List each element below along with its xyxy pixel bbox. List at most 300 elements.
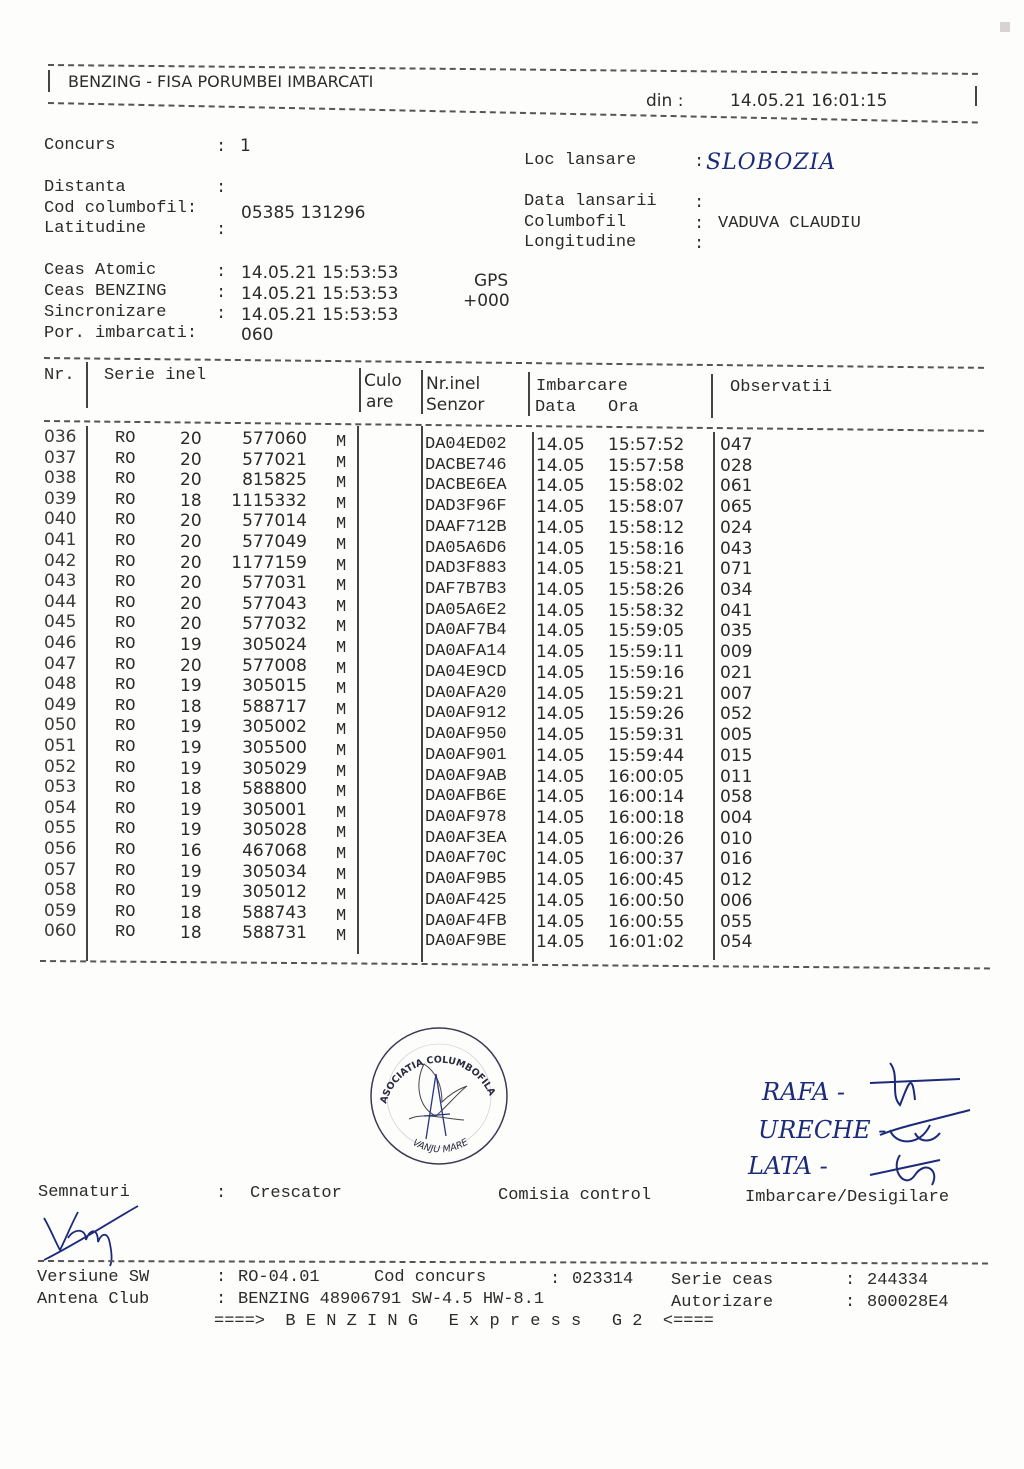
row-date: 14.05 [536, 497, 585, 518]
col-divider [421, 426, 423, 962]
row-sensor-ring: DA0AF4FB [425, 911, 507, 931]
svg-text:ASOCIATIA COLUMBOFILA DROBETA- [364, 1024, 499, 1105]
row-nr: 037 [44, 447, 77, 468]
row-country: RO [115, 902, 136, 922]
row-country: RO [115, 635, 136, 654]
row-time: 15:57:52 [608, 435, 685, 455]
colon: : [550, 1270, 561, 1289]
row-sex: M [336, 803, 347, 823]
row-country: RO [115, 758, 136, 778]
row-year: 18 [180, 923, 202, 944]
row-year: 19 [180, 758, 202, 779]
row-country: RO [115, 799, 136, 819]
row-date: 14.05 [536, 807, 585, 828]
row-observation: 047 [720, 435, 753, 455]
row-date: 14.05 [536, 435, 585, 455]
row-nr: 049 [44, 694, 77, 715]
row-sensor-ring: DA0AF978 [425, 807, 507, 827]
colon: : [216, 305, 227, 324]
row-ring-number: 588800 [242, 779, 307, 800]
antena-club-value: BENZING 48906791 SW-4.5 HW-8.1 [238, 1290, 545, 1309]
row-time: 15:59:44 [608, 745, 685, 766]
row-sensor-ring: DAD3F96F [425, 497, 507, 517]
row-nr: 054 [44, 797, 77, 818]
row-time: 15:59:21 [608, 683, 685, 704]
row-sensor-ring: DACBE746 [425, 455, 507, 475]
row-sex: M [336, 515, 347, 535]
row-date: 14.05 [536, 683, 585, 704]
header-senzor: Senzor [426, 395, 485, 415]
header-data: Data [535, 398, 576, 417]
row-observation: 015 [720, 745, 753, 766]
sincronizare-value: 14.05.21 15:53:53 [241, 305, 399, 325]
row-ring-number: 305028 [242, 820, 307, 841]
row-nr: 045 [44, 612, 77, 633]
row-sex: M [336, 474, 347, 494]
benzing-express-banner: ====> B E N Z I N G E x p r e s s G 2 <==== [214, 1312, 714, 1331]
row-country: RO [115, 779, 136, 799]
breeder-signature [38, 1198, 148, 1268]
antena-club-label: Antena Club [37, 1290, 150, 1309]
row-ring-number: 577032 [242, 614, 307, 635]
row-country: RO [115, 490, 136, 510]
row-ring-number: 1177159 [231, 552, 307, 573]
row-ring-number: 1115332 [231, 490, 307, 511]
row-nr: 036 [44, 427, 77, 447]
crescator-label: Crescator [250, 1184, 342, 1203]
row-sex: M [336, 659, 347, 679]
colon: : [216, 284, 227, 303]
din-label: din : [646, 91, 684, 111]
row-sex: M [336, 453, 347, 473]
row-sex: M [336, 742, 347, 761]
row-observation: 010 [720, 828, 753, 849]
row-observation: 016 [720, 849, 753, 870]
row-ring-number: 467068 [242, 841, 307, 861]
commission-member-1: RAFA - [762, 1078, 846, 1106]
col-divider [357, 426, 359, 954]
row-ring-number: 588731 [242, 923, 307, 944]
row-ring-number: 588717 [242, 696, 307, 717]
row-nr: 057 [44, 859, 77, 880]
row-observation: 007 [720, 683, 753, 704]
header-ora: Ora [608, 398, 639, 417]
row-country: RO [115, 593, 136, 613]
row-sensor-ring: DA0AFA20 [425, 683, 507, 703]
row-date: 14.05 [536, 476, 585, 497]
row-year: 19 [180, 717, 202, 738]
colon: : [216, 179, 227, 198]
colon: : [216, 221, 227, 240]
row-ring-number: 588743 [242, 902, 307, 923]
row-sex: M [336, 433, 347, 452]
row-observation: 011 [720, 766, 753, 787]
col-divider [528, 372, 530, 416]
col-divider [713, 432, 715, 960]
row-ring-number: 305015 [242, 676, 307, 697]
cod-columbofil-label: Cod columbofil: [44, 199, 198, 218]
row-time: 15:59:31 [608, 725, 685, 746]
colon: : [845, 1293, 856, 1312]
ceas-benzing-label: Ceas BENZING [44, 282, 167, 301]
row-nr: 044 [44, 591, 77, 612]
colon: : [216, 138, 227, 157]
row-sensor-ring: DA05A6D6 [425, 538, 507, 558]
row-time: 15:58:16 [608, 538, 685, 559]
row-sex: M [336, 597, 347, 617]
row-sex: M [336, 494, 347, 514]
header-serie-inel: Serie inel [104, 366, 207, 385]
gps-label: GPS [474, 271, 509, 291]
row-sex: M [336, 639, 347, 658]
row-date: 14.05 [536, 559, 585, 580]
row-observation: 006 [720, 890, 753, 911]
row-time: 16:00:50 [608, 890, 685, 911]
columbofil-label: Columbofil [524, 213, 627, 232]
row-sex: M [336, 845, 347, 864]
row-sex: M [336, 927, 347, 947]
row-observation: 024 [720, 517, 753, 538]
row-time: 16:00:14 [608, 787, 685, 808]
row-time: 15:59:05 [608, 621, 685, 642]
row-sensor-ring: DA0AF901 [425, 745, 507, 765]
scan-artifact [1000, 22, 1010, 32]
row-sex: M [336, 680, 347, 700]
row-ring-number: 305001 [242, 799, 307, 820]
row-ring-number: 305002 [242, 717, 307, 738]
header-imbarcare: Imbarcare [536, 377, 628, 396]
row-country: RO [115, 820, 136, 840]
autorizare-label: Autorizare [671, 1293, 774, 1312]
row-year: 19 [180, 799, 202, 820]
row-date: 14.05 [536, 870, 585, 891]
row-observation: 004 [720, 807, 753, 828]
row-sensor-ring: DA0AF912 [425, 704, 507, 724]
distanta-label: Distanta [44, 178, 126, 197]
serie-ceas-label: Serie ceas [671, 1271, 774, 1290]
row-ring-number: 305024 [242, 635, 307, 655]
row-time: 15:59:11 [608, 642, 685, 663]
table-bottom-border [40, 960, 990, 969]
row-date: 14.05 [536, 911, 585, 932]
row-country: RO [115, 882, 136, 902]
row-year: 18 [180, 696, 202, 717]
row-ring-number: 577021 [242, 449, 307, 470]
row-observation: 005 [720, 725, 753, 746]
imbarcare-desigilare-label: Imbarcare/Desigilare [745, 1188, 950, 1207]
row-observation: 021 [720, 662, 753, 683]
row-ring-number: 577049 [242, 532, 307, 552]
row-time: 16:00:26 [608, 828, 685, 849]
colon: : [694, 153, 705, 172]
page-title: BENZING - FISA PORUMBEI IMBARCATI [68, 72, 374, 91]
row-date: 14.05 [536, 642, 585, 663]
row-time: 15:58:07 [608, 497, 685, 518]
row-year: 16 [180, 841, 202, 861]
stamp-bottom-text: VANJU MARE [410, 1136, 471, 1156]
row-country: RO [115, 449, 136, 469]
row-year: 20 [180, 573, 202, 594]
header-culoare: Culo [364, 371, 402, 391]
por-imbarcati-label: Por. imbarcati: [44, 324, 198, 343]
row-sex: M [336, 886, 347, 906]
loc-lansare-handwritten: SLOBOZIA [706, 150, 837, 175]
row-nr: 053 [44, 777, 77, 798]
autorizare-value: 800028E4 [867, 1293, 949, 1312]
commission-member-2: URECHE - [758, 1116, 887, 1144]
row-date: 14.05 [536, 662, 585, 683]
row-year: 20 [180, 552, 202, 573]
row-sex: M [336, 536, 347, 555]
row-observation: 052 [720, 704, 753, 725]
row-year: 19 [180, 820, 202, 841]
row-sensor-ring: DA0AF950 [425, 725, 507, 745]
row-country: RO [115, 676, 136, 696]
row-observation: 054 [720, 932, 753, 953]
cod-concurs-label: Cod concurs [374, 1268, 487, 1287]
row-date: 14.05 [536, 725, 585, 746]
row-nr: 052 [44, 756, 77, 777]
row-time: 16:00:05 [608, 766, 685, 787]
row-country: RO [115, 923, 136, 943]
row-country: RO [115, 429, 136, 448]
row-year: 18 [180, 779, 202, 800]
row-sensor-ring: DA0AFA14 [425, 642, 507, 662]
row-sensor-ring: DAF7B7B3 [425, 580, 507, 600]
row-country: RO [115, 696, 136, 716]
colon: : [694, 235, 705, 254]
row-nr: 040 [44, 509, 77, 530]
row-year: 20 [180, 511, 202, 532]
row-date: 14.05 [536, 455, 585, 476]
row-year: 18 [180, 902, 202, 923]
row-sensor-ring: DA0AFB6E [425, 787, 507, 807]
row-year: 19 [180, 635, 202, 655]
colon: : [216, 1268, 227, 1287]
row-year: 19 [180, 676, 202, 697]
row-sensor-ring: DA0AF9BE [425, 932, 507, 952]
row-sex: M [336, 618, 347, 638]
header-observatii: Observatii [730, 378, 833, 397]
header-nr: Nr. [44, 366, 75, 385]
row-ring-number: 577008 [242, 655, 307, 676]
row-sensor-ring: DA0AF425 [425, 890, 507, 910]
row-year: 20 [180, 449, 202, 470]
row-sex: M [336, 824, 347, 844]
row-sensor-ring: DA0AF3EA [425, 828, 507, 848]
row-year: 20 [180, 429, 202, 449]
row-date: 14.05 [536, 932, 585, 953]
row-nr: 042 [44, 550, 77, 571]
row-date: 14.05 [536, 538, 585, 559]
row-sensor-ring: DA0AF9AB [425, 766, 507, 786]
cod-columbofil-value: 05385 131296 [241, 203, 366, 223]
row-ring-number: 577060 [242, 429, 307, 449]
row-nr: 038 [44, 468, 77, 489]
colon: : [216, 1290, 227, 1309]
col-divider [86, 362, 88, 408]
row-date: 14.05 [536, 766, 585, 787]
row-time: 16:00:55 [608, 911, 685, 932]
row-ring-number: 815825 [242, 470, 307, 491]
semnaturi-label: Semnaturi [38, 1183, 130, 1202]
svg-text:VANJU MARE [411, 1137, 471, 1156]
signatures-divider [38, 1260, 988, 1264]
row-date: 14.05 [536, 787, 585, 808]
header-culoare-2: are [366, 392, 394, 412]
row-year: 20 [180, 532, 202, 552]
row-year: 20 [180, 655, 202, 676]
row-observation: 058 [720, 787, 753, 808]
row-country: RO [115, 861, 136, 881]
row-sex: M [336, 783, 347, 803]
row-sensor-ring: DA0AF70C [425, 849, 507, 869]
row-year: 18 [180, 490, 202, 511]
stamp-top-text: ASOCIATIA COLUMBOFILA [378, 1054, 498, 1105]
row-time: 15:59:16 [608, 662, 685, 683]
latitudine-label: Latitudine [44, 219, 147, 238]
row-country: RO [115, 532, 136, 551]
col-divider [359, 368, 361, 412]
row-time: 16:01:02 [608, 932, 685, 953]
row-country: RO [115, 552, 136, 572]
commission-member-3: LATA - [748, 1152, 828, 1180]
data-lansarii-label: Data lansarii [524, 192, 657, 211]
din-value: 14.05.21 16:01:15 [730, 91, 888, 111]
colon: : [216, 1184, 227, 1203]
row-country: RO [115, 655, 136, 675]
row-year: 20 [180, 593, 202, 614]
club-stamp [364, 1024, 514, 1169]
row-sex: M [336, 906, 347, 926]
colon: : [694, 215, 705, 234]
row-date: 14.05 [536, 849, 585, 870]
row-country: RO [115, 470, 136, 490]
row-observation: 061 [720, 476, 753, 497]
por-imbarcati-value: 060 [241, 325, 274, 345]
row-date: 14.05 [536, 704, 585, 725]
row-ring-number: 305029 [242, 758, 307, 779]
row-date: 14.05 [536, 600, 585, 621]
row-nr: 041 [44, 530, 77, 550]
row-sex: M [336, 556, 347, 576]
row-time: 16:00:18 [608, 807, 685, 828]
row-time: 15:58:02 [608, 476, 685, 497]
stamp-graphic [364, 1024, 514, 1169]
row-time: 15:58:12 [608, 517, 685, 538]
row-year: 20 [180, 470, 202, 491]
col-divider [532, 432, 534, 962]
row-sensor-ring: DA04ED02 [425, 435, 507, 454]
comisia-control-label: Comisia control [498, 1186, 652, 1205]
row-sex: M [336, 865, 347, 885]
row-sensor-ring: DA0AF9B5 [425, 870, 507, 890]
row-nr: 047 [44, 653, 77, 674]
row-ring-number: 305034 [242, 861, 307, 882]
row-ring-number: 305500 [242, 738, 307, 758]
row-nr: 059 [44, 900, 77, 921]
row-time: 16:00:37 [608, 849, 685, 870]
row-observation: 055 [720, 911, 753, 932]
row-country: RO [115, 841, 136, 860]
row-country: RO [115, 614, 136, 634]
row-sex: M [336, 721, 347, 741]
row-nr: 046 [44, 633, 77, 653]
row-date: 14.05 [536, 580, 585, 601]
row-nr: 050 [44, 715, 77, 736]
header-nr-inel: Nr.inel [426, 374, 481, 394]
colon: : [694, 194, 705, 213]
row-observation: 065 [720, 497, 753, 518]
row-observation: 028 [720, 455, 753, 476]
row-time: 15:58:32 [608, 600, 685, 621]
row-sex: M [336, 700, 347, 720]
row-country: RO [115, 511, 136, 531]
row-date: 14.05 [536, 745, 585, 766]
row-nr: 056 [44, 839, 77, 859]
col-divider [86, 426, 88, 961]
versiune-sw-label: Versiune SW [37, 1268, 150, 1287]
longitudine-label: Longitudine [524, 233, 637, 252]
loc-lansare-label: Loc lansare [524, 151, 637, 170]
row-date: 14.05 [536, 621, 585, 642]
col-divider [421, 370, 423, 414]
serie-ceas-value: 244334 [867, 1271, 929, 1290]
row-country: RO [115, 717, 136, 737]
row-ring-number: 577014 [242, 511, 307, 532]
row-sensor-ring: DACBE6EA [425, 476, 507, 496]
row-nr: 058 [44, 880, 77, 901]
header-left-border [48, 70, 50, 92]
sincronizare-label: Sincronizare [44, 303, 167, 322]
row-observation: 041 [720, 600, 753, 621]
ceas-atomic-value: 14.05.21 15:53:53 [241, 263, 399, 283]
row-sensor-ring: DA05A6E2 [425, 600, 507, 620]
row-observation: 043 [720, 538, 753, 559]
header-right-border [975, 86, 977, 106]
row-nr: 043 [44, 571, 77, 592]
row-year: 19 [180, 882, 202, 903]
row-observation: 071 [720, 559, 753, 580]
row-date: 14.05 [536, 517, 585, 538]
columbofil-value: VADUVA CLAUDIU [718, 214, 861, 233]
ceas-atomic-label: Ceas Atomic [44, 261, 157, 280]
row-sensor-ring: DAAF712B [425, 517, 507, 537]
row-nr: 051 [44, 736, 77, 756]
commission-signatures [860, 1055, 980, 1195]
row-nr: 039 [44, 488, 77, 509]
row-sensor-ring: DA04E9CD [425, 662, 507, 682]
row-year: 19 [180, 861, 202, 882]
row-nr: 060 [44, 921, 77, 942]
row-sex: M [336, 577, 347, 597]
row-time: 15:59:26 [608, 704, 685, 725]
offset-value: +000 [463, 291, 510, 311]
row-ring-number: 577043 [242, 593, 307, 614]
ceas-benzing-value: 14.05.21 15:53:53 [241, 284, 399, 304]
row-nr: 048 [44, 674, 77, 695]
colon: : [216, 263, 227, 282]
concurs-label: Concurs [44, 136, 116, 155]
row-time: 15:57:58 [608, 455, 685, 476]
row-observation: 034 [720, 580, 753, 601]
row-ring-number: 577031 [242, 573, 307, 594]
row-year: 20 [180, 614, 202, 635]
concurs-value: 1 [240, 136, 251, 156]
row-observation: 009 [720, 642, 753, 663]
row-sex: M [336, 762, 347, 782]
colon: : [845, 1271, 856, 1290]
